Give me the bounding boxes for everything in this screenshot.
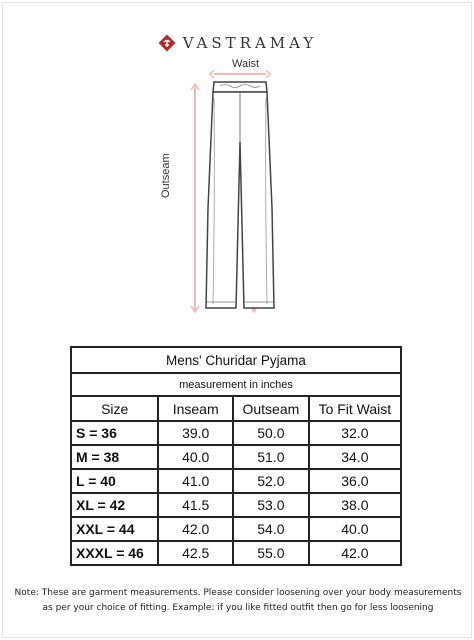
cell-size: XL = 42 xyxy=(71,493,158,517)
header-to-fit-waist: To Fit Waist xyxy=(309,396,401,421)
waist-label: Waist xyxy=(232,58,260,70)
table-subtitle: measurement in inches xyxy=(71,373,401,396)
cell-outseam: 50.0 xyxy=(233,421,309,445)
cell-outseam: 55.0 xyxy=(233,541,309,565)
header-size: Size xyxy=(71,396,158,421)
cell-size: M = 38 xyxy=(71,445,158,469)
cell-waist: 38.0 xyxy=(309,493,401,517)
cell-outseam: 54.0 xyxy=(233,517,309,541)
header-inseam: Inseam xyxy=(158,396,233,421)
table-row xyxy=(71,445,401,469)
cell-size: L = 40 xyxy=(71,469,158,493)
outseam-label: Outseam xyxy=(160,153,172,198)
cell-size: XXL = 44 xyxy=(71,517,158,541)
table-title: Mens' Churidar Pyjama xyxy=(71,347,401,373)
pyjama-diagram xyxy=(170,58,310,318)
brand-logo xyxy=(0,30,474,56)
table-row xyxy=(71,421,401,445)
cell-waist: 40.0 xyxy=(309,517,401,541)
table-row xyxy=(71,517,401,541)
cell-size: S = 36 xyxy=(71,421,158,445)
table-row xyxy=(71,493,401,517)
cell-inseam: 42.5 xyxy=(158,541,233,565)
cell-inseam: 39.0 xyxy=(158,421,233,445)
cell-waist: 42.0 xyxy=(309,541,401,565)
cell-waist: 32.0 xyxy=(309,421,401,445)
header-outseam: Outseam xyxy=(233,396,309,421)
cell-outseam: 51.0 xyxy=(233,445,309,469)
cell-waist: 34.0 xyxy=(309,445,401,469)
cell-inseam: 40.0 xyxy=(158,445,233,469)
note-line-1: Note: These are garment measurements. Please consider loosening over your body measurements xyxy=(14,588,462,598)
cell-size: XXXL = 46 xyxy=(71,541,158,565)
cell-outseam: 53.0 xyxy=(233,493,309,517)
cell-inseam: 42.0 xyxy=(158,517,233,541)
cell-inseam: 41.5 xyxy=(158,493,233,517)
brand-name: VASTRAMAY xyxy=(182,34,318,52)
cell-inseam: 41.0 xyxy=(158,469,233,493)
cell-outseam: 52.0 xyxy=(233,469,309,493)
table-header-row xyxy=(71,396,401,421)
measurement-note xyxy=(10,586,466,616)
size-chart-table xyxy=(70,346,402,566)
table-row xyxy=(71,469,401,493)
table-row xyxy=(71,541,401,565)
brand-logo-icon xyxy=(157,33,177,53)
note-line-2: as per your choice of fitting. Example: if you like fitted outfit then go for less loosening xyxy=(42,603,434,613)
cell-waist: 36.0 xyxy=(309,469,401,493)
